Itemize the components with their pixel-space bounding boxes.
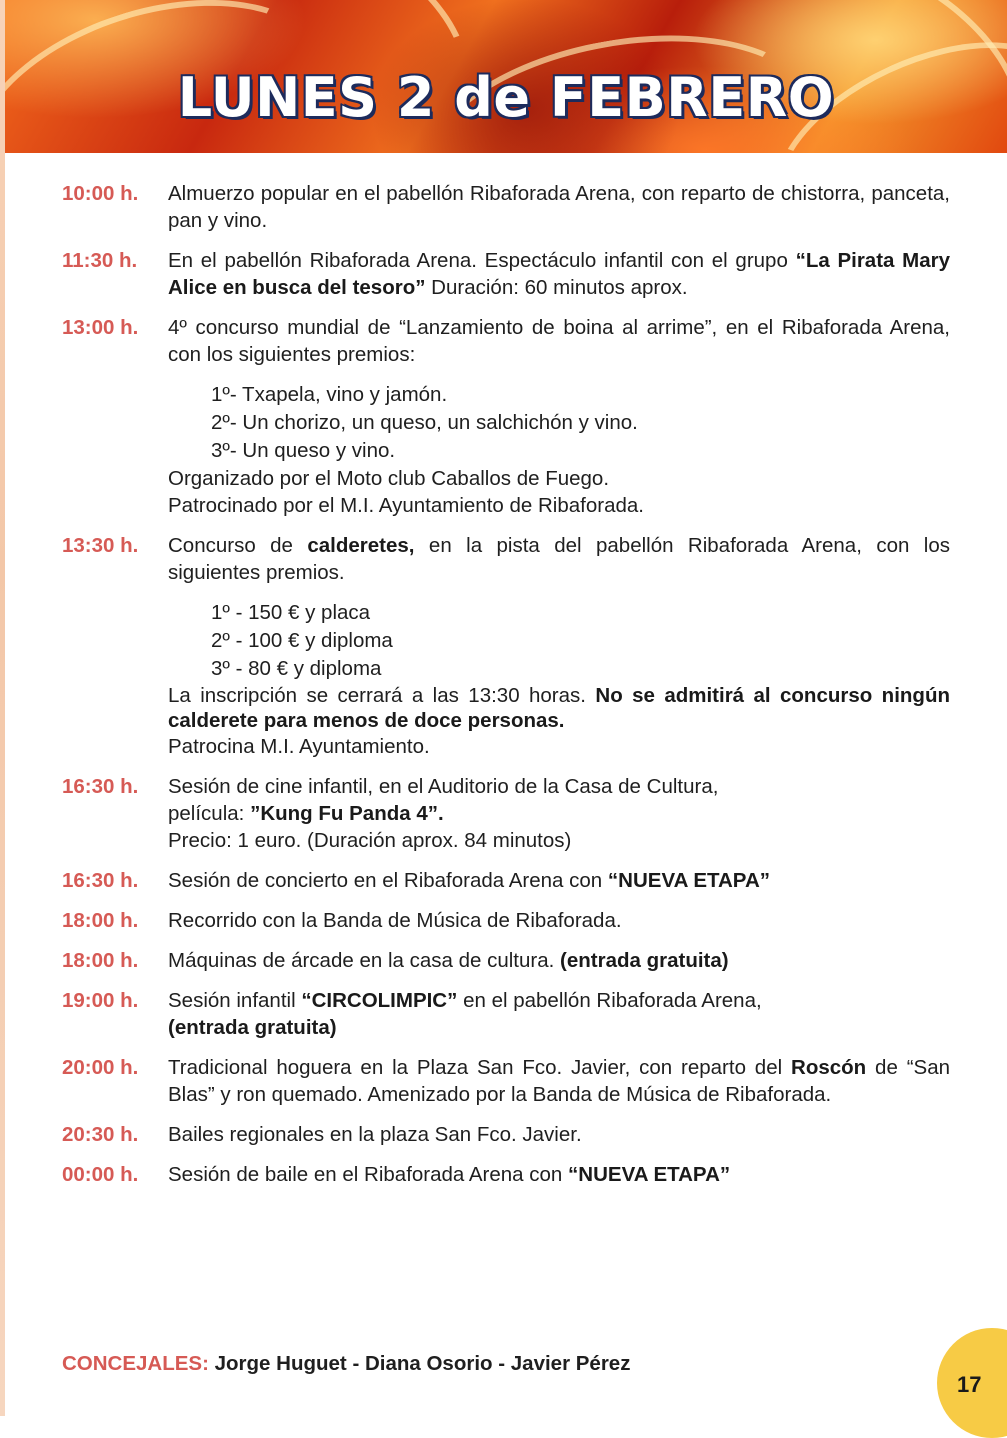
event-description: Tradicional hoguera en la Plaza San Fco. Javier, con reparto del Roscón de “San Blas” y ron quemado. Amenizado por la Banda de Música de Ribaforada. [168, 1056, 950, 1106]
event-time: 18:00 h. [62, 949, 139, 972]
event-price: Precio: 1 euro. (Duración aprox. 84 minutos) [168, 829, 572, 852]
footer-credits [62, 1352, 630, 1376]
event-sponsor: Patrocinado por el M.I. Ayuntamiento de Ribaforada. [168, 494, 644, 517]
schedule-entry [62, 314, 950, 519]
event-time: 18:00 h. [62, 909, 139, 932]
schedule-entry [62, 1121, 950, 1148]
event-time: 13:30 h. [62, 534, 139, 557]
event-time: 10:00 h. [62, 182, 139, 205]
schedule-entry [62, 907, 950, 934]
schedule-entry [62, 867, 950, 894]
event-organizer: Organizado por el Moto club Caballos de Fuego. [168, 467, 610, 490]
event-time: 11:30 h. [62, 249, 138, 272]
schedule-entry [62, 1161, 950, 1188]
schedule-entry [62, 773, 950, 854]
event-time: 13:00 h. [62, 316, 139, 339]
page-number: 17 [957, 1372, 982, 1397]
schedule-entry [62, 1054, 950, 1108]
schedule-entry [62, 532, 950, 760]
event-description: 4º concurso mundial de “Lanzamiento de boina al arrime”, en el Ribaforada Arena, con los siguientes premios: [168, 316, 950, 366]
event-description: Sesión de baile en el Ribaforada Arena con “NUEVA ETAPA” [168, 1163, 731, 1186]
schedule-entry [62, 987, 950, 1041]
event-time: 19:00 h. [62, 989, 139, 1012]
event-description: En el pabellón Ribaforada Arena. Espectáculo infantil con el grupo “La Pirata Mary Alice en busca del tesoro” Duración: 60 minutos aprox. [168, 249, 951, 299]
prize-list [168, 381, 950, 465]
event-admission: (entrada gratuita) [168, 1016, 337, 1039]
schedule [62, 180, 950, 1188]
page-edge-strip [0, 0, 5, 1416]
event-time: 20:00 h. [62, 1056, 139, 1079]
event-description: Recorrido con la Banda de Música de Ribaforada. [168, 909, 622, 932]
schedule-entry [62, 247, 950, 301]
prize-item: 1º - 150 € y placa [211, 601, 371, 624]
event-description: Sesión infantil “CIRCOLIMPIC” en el pabellón Ribaforada Arena, [168, 989, 762, 1012]
event-description: Máquinas de árcade en la casa de cultura. (entrada gratuita) [168, 949, 729, 972]
schedule-entry [62, 947, 950, 974]
event-description: Almuerzo popular en el pabellón Ribaforada Arena, con reparto de chistorra, panceta, pan y vino. [168, 182, 950, 232]
event-note: La inscripción se cerrará a las 13:30 horas. No se admitirá al concurso ningún calderete para menos de doce personas. [168, 684, 950, 732]
event-time: 16:30 h. [62, 869, 139, 892]
event-time: 16:30 h. [62, 775, 139, 798]
event-movie: película: ”Kung Fu Panda 4”. [168, 802, 444, 825]
event-description: Sesión de concierto en el Ribaforada Arena con “NUEVA ETAPA” [168, 869, 771, 892]
footer-label: CONCEJALES: [62, 1352, 209, 1375]
event-description: Sesión de cine infantil, en el Auditorio de la Casa de Cultura, [168, 775, 719, 798]
prize-item: 3º - 80 € y diploma [211, 657, 382, 680]
schedule-entry [62, 180, 950, 234]
event-description: Bailes regionales en la plaza San Fco. Javier. [168, 1123, 582, 1146]
event-sponsor: Patrocina M.I. Ayuntamiento. [168, 735, 430, 758]
prize-item: 2º - 100 € y diploma [211, 629, 393, 652]
event-time: 00:00 h. [62, 1163, 139, 1186]
event-description: Concurso de calderetes, en la pista del pabellón Ribaforada Arena, con los siguientes premios. [168, 534, 950, 584]
prize-item: 2º- Un chorizo, un queso, un salchichón y vino. [211, 411, 638, 434]
prize-item: 3º- Un queso y vino. [211, 439, 396, 462]
event-time: 20:30 h. [62, 1123, 139, 1146]
footer-names: Jorge Huguet - Diana Osorio - Javier Pérez [208, 1352, 631, 1375]
prize-item: 1º- Txapela, vino y jamón. [211, 383, 448, 406]
prize-list [168, 599, 950, 683]
page-title: LUNES 2 de FEBRERO [177, 66, 835, 129]
header-banner [5, 0, 1007, 153]
